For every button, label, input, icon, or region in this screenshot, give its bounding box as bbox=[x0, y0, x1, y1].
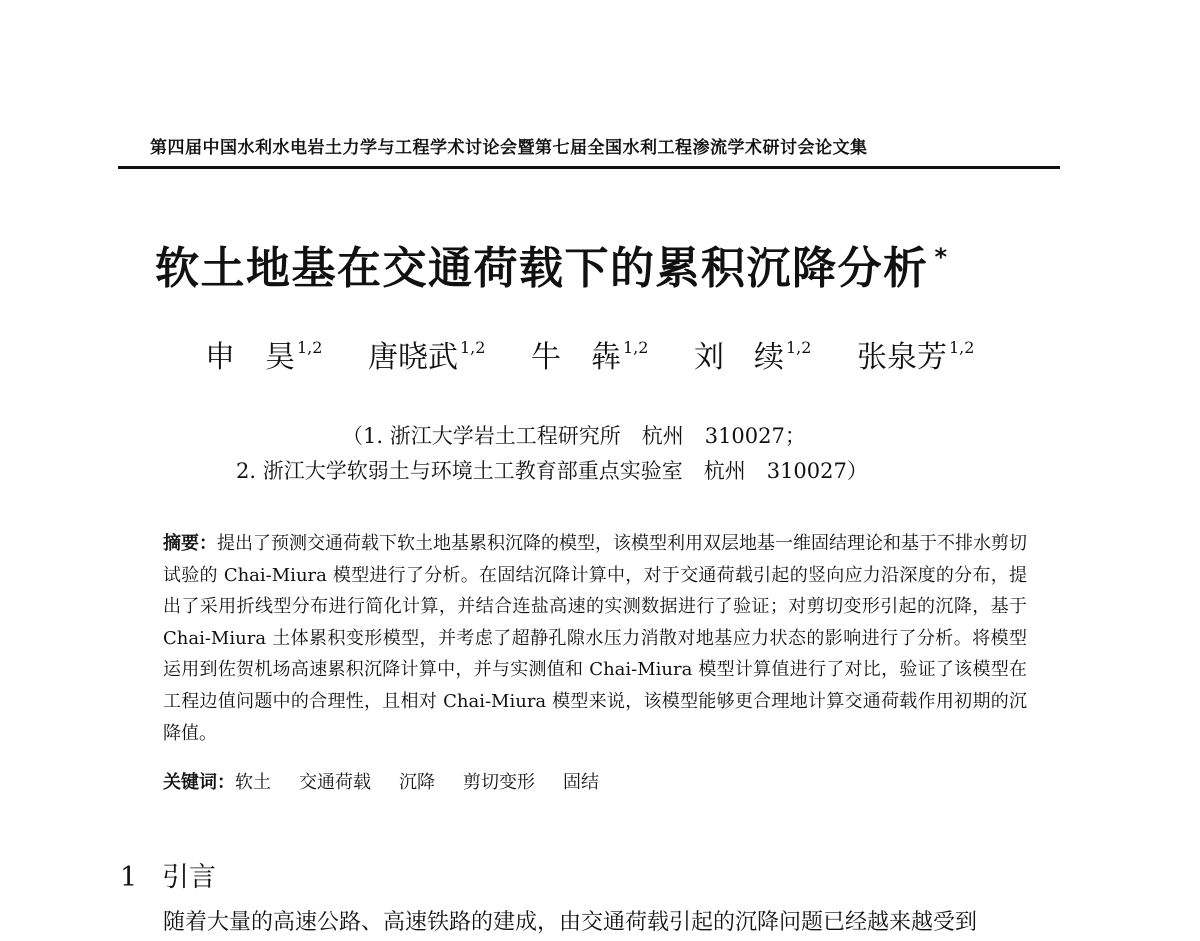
author-affiliation-mark: 1,2 bbox=[623, 338, 649, 357]
affiliation-2: 2. 浙江大学软弱土与环境土工教育部重点实验室 杭州 310027） bbox=[236, 459, 868, 483]
title-footnote-mark: * bbox=[934, 243, 949, 271]
section-heading bbox=[120, 855, 216, 894]
author-affiliation-mark: 1,2 bbox=[949, 338, 975, 357]
header-rule bbox=[118, 166, 1060, 169]
author-affiliation-mark: 1,2 bbox=[460, 338, 486, 357]
author bbox=[857, 332, 974, 376]
section-number: 1 bbox=[120, 862, 138, 893]
author bbox=[531, 332, 648, 376]
abstract-text: 提出了预测交通荷载下软土地基累积沉降的模型，该模型利用双层地基一维固结理论和基于不排水剪切试验的 Chai-Miura 模型进行了分析。在固结沉降计算中，对于交通荷载引起的竖向应力沿深度的分布，提出了采用折线型分布进行简化计算，并结合连盐高速的实测数据进行了验证；对剪切变形引起的沉降，基于 Chai-Miura 土体累积变形模型，并考虑了超静孔隙水压力消散对地基应力状态的影响进行了分析。将模型运用到佐贺机场高速累积沉降计算中，并与实测值和 Chai-Miura 模型计算值进行了对比，验证了该模型在工程边值问题中的合理性，且相对 Chai-Miura 模型来说，该模型能够更合理地计算交通荷载作用初期的沉降值。 bbox=[163, 533, 1027, 744]
paper-title-text: 软土地基在交通荷载下的累积沉降分析 bbox=[155, 243, 929, 294]
author bbox=[205, 332, 322, 376]
section-title: 引言 bbox=[162, 862, 216, 893]
author-name: 牛 犇 bbox=[531, 340, 621, 375]
author-list bbox=[205, 332, 1010, 376]
author-name: 刘 续 bbox=[694, 340, 784, 375]
author bbox=[368, 332, 485, 376]
author bbox=[694, 332, 811, 376]
keyword: 软土 bbox=[235, 772, 271, 793]
author-name: 唐晓武 bbox=[368, 340, 458, 375]
author-affiliation-mark: 1,2 bbox=[297, 338, 323, 357]
keyword: 沉降 bbox=[399, 772, 435, 793]
abstract-label: 摘要： bbox=[163, 533, 217, 554]
abstract bbox=[163, 528, 1027, 749]
keyword: 剪切变形 bbox=[463, 772, 535, 793]
body-paragraph-first-line: 随着大量的高速公路、高速铁路的建成，由交通荷载引起的沉降问题已经越来越受到 bbox=[163, 910, 978, 935]
author-affiliation-mark: 1,2 bbox=[786, 338, 812, 357]
keywords bbox=[163, 768, 627, 794]
keyword: 固结 bbox=[563, 772, 599, 793]
keyword: 交通荷载 bbox=[299, 772, 371, 793]
author-name: 申 昊 bbox=[205, 340, 295, 375]
keywords-label: 关键词： bbox=[163, 772, 235, 793]
author-name: 张泉芳 bbox=[857, 340, 947, 375]
affiliation-1: （1. 浙江大学岩土工程研究所 杭州 310027； bbox=[342, 424, 806, 448]
running-header: 第四届中国水利水电岩土力学与工程学术讨论会暨第七届全国水利工程渗流学术研讨会论文集 bbox=[150, 138, 868, 158]
paper-title bbox=[155, 232, 949, 296]
